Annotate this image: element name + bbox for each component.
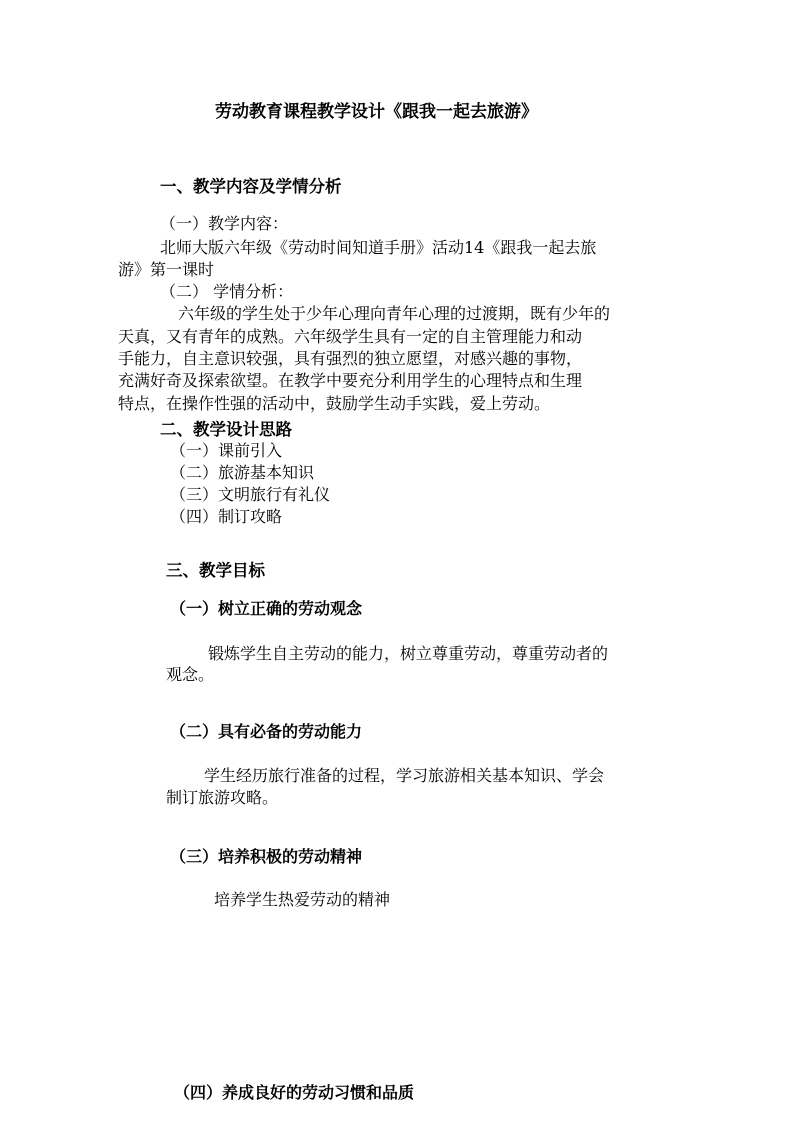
section-1-sub1-heading: （一）教学内容： bbox=[160, 214, 289, 233]
analysis-line: 六年级的学生处于少年心理向青年心理的过渡期，既有少年的 bbox=[178, 304, 611, 323]
analysis-line: 手能力，自主意识较强，具有强烈的独立愿望，对感兴趣的事物， bbox=[118, 349, 583, 368]
goal-1-heading: （一）树立正确的劳动观念 bbox=[170, 599, 363, 618]
analysis-line: 天真，又有青年的成熟。六年级学生具有一定的自主管理能力和动 bbox=[118, 327, 583, 346]
section-1-sub1-line: 游》第一课时 bbox=[118, 260, 215, 279]
section-1-sub2-heading: （二） 学情分析： bbox=[160, 282, 294, 301]
document-title: 劳动教育课程教学设计《跟我一起去旅游》 bbox=[215, 102, 538, 122]
section-1-heading: 一、教学内容及学情分析 bbox=[160, 177, 342, 196]
section-3-heading: 三、教学目标 bbox=[166, 561, 265, 580]
goal-1-text: 锻炼学生自主劳动的能力，树立尊重劳动，尊重劳动者的 bbox=[208, 644, 609, 663]
design-item: （四）制订攻略 bbox=[170, 507, 283, 526]
section-2-heading: 二、教学设计思路 bbox=[160, 420, 292, 439]
goal-3-text: 培养学生热爱劳动的精神 bbox=[214, 890, 391, 909]
goal-2-text: 学生经历旅行准备的过程，学习旅游相关基本知识、学会 bbox=[204, 766, 605, 785]
goal-2-text: 制订旅游攻略。 bbox=[166, 788, 279, 807]
design-item: （三）文明旅行有礼仪 bbox=[170, 485, 331, 504]
section-1-sub1-line: 北师大版六年级《劳动时间知道手册》活动14《跟我一起去旅 bbox=[160, 238, 597, 257]
goal-4-heading: （四）养成良好的劳动习惯和品质 bbox=[174, 1083, 415, 1102]
goal-1-text: 观念。 bbox=[166, 665, 215, 684]
analysis-line: 充满好奇及探索欲望。在教学中要充分利用学生的心理特点和生理 bbox=[118, 371, 583, 390]
goal-2-heading: （二）具有必备的劳动能力 bbox=[170, 722, 363, 741]
design-item: （一）课前引入 bbox=[170, 441, 283, 460]
goal-3-heading: （三）培养积极的劳动精神 bbox=[170, 847, 363, 866]
design-item: （二）旅游基本知识 bbox=[170, 463, 315, 482]
analysis-line: 特点，在操作性强的活动中，鼓励学生动手实践，爱上劳动。 bbox=[118, 394, 551, 413]
